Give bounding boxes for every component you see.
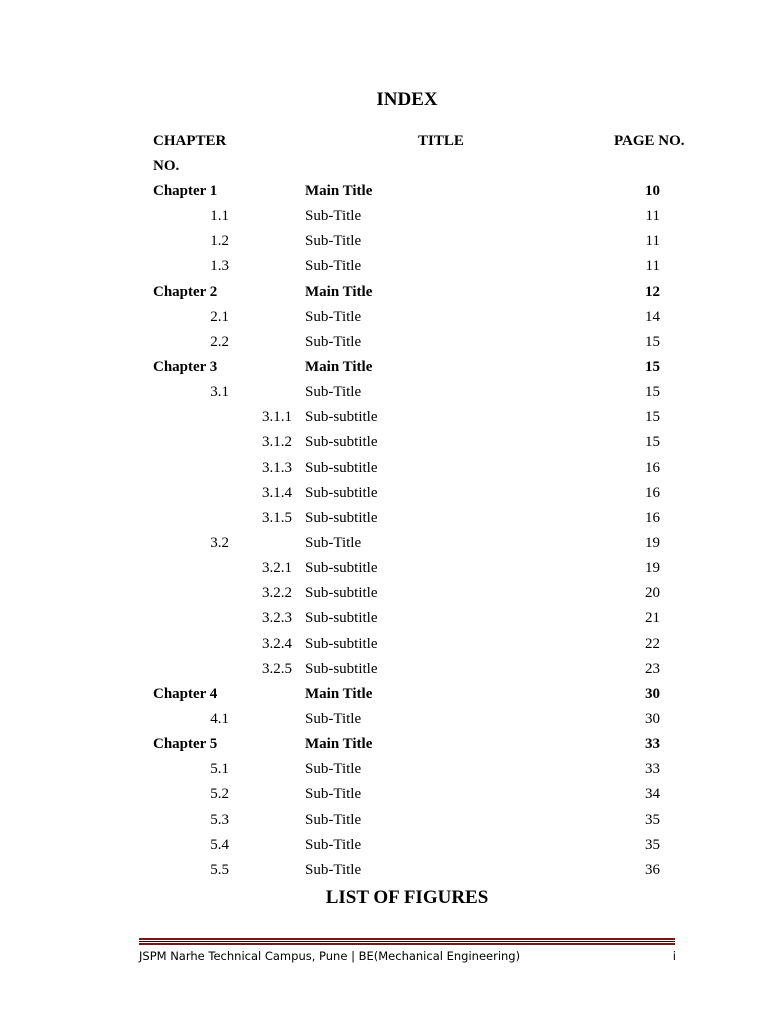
- index-entry-page: 22: [645, 635, 660, 652]
- index-row-chapter: [0, 357, 768, 382]
- index-entry-title: Sub-Title: [305, 308, 362, 325]
- index-entry-page: 35: [645, 836, 660, 853]
- index-entry-page: 16: [645, 484, 660, 501]
- index-entry-page: 16: [645, 509, 660, 526]
- index-entry-number: 3.2.4: [262, 635, 292, 652]
- index-entry-title: Sub-Title: [305, 710, 362, 727]
- index-entry-title: Sub-Title: [305, 786, 362, 803]
- index-entry-page: 16: [645, 459, 660, 476]
- index-entry-number: 3.1: [210, 384, 229, 401]
- index-entry-page: 30: [645, 710, 660, 727]
- index-entry-number: 3.1.1: [262, 409, 292, 426]
- index-row-section: [0, 382, 768, 407]
- index-entry-title: Main Title: [305, 736, 373, 753]
- index-entry-number: 5.5: [210, 861, 229, 878]
- index-entry-page: 11: [645, 258, 660, 275]
- index-entry-title: Sub-Title: [305, 384, 362, 401]
- index-entry-title: Sub-Title: [305, 534, 362, 551]
- index-entry-number: 5.3: [210, 811, 229, 828]
- index-entry-title: Sub-subtitle: [305, 434, 378, 451]
- footer-text: JSPM Narhe Technical Campus, Pune | BE(Mechanical Engineering): [139, 949, 521, 963]
- index-entry-page: 19: [645, 560, 660, 577]
- index-entry-title: Sub-Title: [305, 836, 362, 853]
- index-row-chapter: [0, 684, 768, 709]
- index-entry-page: 33: [645, 761, 660, 778]
- index-entry-number: 3.1.3: [262, 459, 292, 476]
- index-entry-page: 15: [645, 409, 660, 426]
- index-row-subsection: [0, 659, 768, 684]
- index-row-section: [0, 860, 768, 885]
- index-entry-title: Main Title: [305, 358, 373, 375]
- index-row-section: [0, 332, 768, 357]
- index-heading: INDEX: [376, 89, 438, 110]
- index-entry-title: Sub-Title: [305, 208, 362, 225]
- footer-rule-bottom: [139, 943, 675, 945]
- index-row-section: [0, 784, 768, 809]
- index-entry-number: Chapter 4: [153, 685, 218, 702]
- index-row-section: [0, 835, 768, 860]
- index-entry-number: 3.2.1: [262, 560, 292, 577]
- column-header-page-no: PAGE NO.: [614, 133, 685, 149]
- index-row-section: [0, 810, 768, 835]
- index-entry-title: Main Title: [305, 283, 373, 300]
- index-row-chapter: [0, 181, 768, 206]
- index-entry-number: 3.1.4: [262, 484, 292, 501]
- index-entry-title: Sub-subtitle: [305, 660, 378, 677]
- index-entry-title: Sub-subtitle: [305, 459, 378, 476]
- index-entry-number: 3.1.5: [262, 509, 292, 526]
- index-row-section: [0, 533, 768, 558]
- index-entry-number: 1.2: [210, 233, 229, 250]
- index-entry-title: Sub-subtitle: [305, 484, 378, 501]
- index-entry-number: Chapter 3: [153, 358, 218, 375]
- index-entry-number: 1.1: [210, 208, 229, 225]
- list-of-figures-heading: LIST OF FIGURES: [325, 887, 489, 908]
- index-row-subsection: [0, 583, 768, 608]
- index-entry-page: 12: [645, 283, 660, 300]
- index-entry-page: 19: [645, 534, 660, 551]
- index-entry-number: 5.2: [210, 786, 229, 803]
- index-entry-title: Sub-Title: [305, 861, 362, 878]
- index-entry-number: Chapter 5: [153, 736, 218, 753]
- index-row-chapter: [0, 734, 768, 759]
- index-entry-title: Sub-subtitle: [305, 560, 378, 577]
- index-table: [0, 181, 768, 885]
- index-entry-number: 5.4: [210, 836, 229, 853]
- index-entry-title: Sub-subtitle: [305, 635, 378, 652]
- index-entry-page: 30: [645, 685, 660, 702]
- index-entry-number: 1.3: [210, 258, 229, 275]
- index-entry-title: Main Title: [305, 685, 373, 702]
- index-row-subsection: [0, 458, 768, 483]
- index-entry-number: 2.1: [210, 308, 229, 325]
- index-entry-title: Sub-Title: [305, 233, 362, 250]
- column-header-chapter-no: [153, 131, 243, 176]
- index-entry-page: 34: [645, 786, 660, 803]
- index-row-subsection: [0, 483, 768, 508]
- index-entry-page: 15: [645, 384, 660, 401]
- column-header-chapter-line2: NO.: [153, 158, 180, 174]
- index-row-subsection: [0, 608, 768, 633]
- index-entry-number: 3.1.2: [262, 434, 292, 451]
- index-row-subsection: [0, 558, 768, 583]
- index-entry-number: 3.2.2: [262, 585, 292, 602]
- index-entry-page: 10: [645, 183, 660, 199]
- index-row-section: [0, 256, 768, 281]
- index-entry-page: 33: [645, 736, 660, 753]
- index-row-subsection: [0, 407, 768, 432]
- column-header-chapter-line1: CHAPTER: [153, 133, 227, 149]
- index-entry-page: 15: [645, 333, 660, 350]
- index-entry-page: 23: [645, 660, 660, 677]
- index-entry-number: 4.1: [210, 710, 229, 727]
- index-entry-title: Sub-Title: [305, 258, 362, 275]
- index-entry-page: 20: [645, 585, 660, 602]
- index-entry-title: Main Title: [305, 183, 373, 199]
- index-row-section: [0, 307, 768, 332]
- index-entry-page: 15: [645, 434, 660, 451]
- index-entry-page: 11: [645, 208, 660, 225]
- index-entry-number: 3.2.3: [262, 610, 292, 627]
- footer-page-number: i: [672, 949, 676, 963]
- footer-rule-middle: [139, 941, 675, 942]
- index-entry-page: 15: [645, 358, 660, 375]
- index-row-subsection: [0, 634, 768, 659]
- index-entry-title: Sub-subtitle: [305, 509, 378, 526]
- index-entry-title: Sub-Title: [305, 333, 362, 350]
- index-entry-number: Chapter 2: [153, 283, 218, 300]
- index-row-section: [0, 231, 768, 256]
- index-entry-title: Sub-subtitle: [305, 610, 378, 627]
- index-row-section: [0, 206, 768, 231]
- index-entry-title: Sub-subtitle: [305, 409, 378, 426]
- index-row-subsection: [0, 508, 768, 533]
- index-entry-number: 5.1: [210, 761, 229, 778]
- index-entry-number: 3.2.5: [262, 660, 292, 677]
- index-entry-page: 36: [645, 861, 660, 878]
- index-entry-page: 21: [645, 610, 660, 627]
- index-row-chapter: [0, 282, 768, 307]
- index-entry-title: Sub-Title: [305, 761, 362, 778]
- column-header-title: TITLE: [418, 133, 464, 149]
- index-entry-title: Sub-Title: [305, 811, 362, 828]
- index-entry-title: Sub-subtitle: [305, 585, 378, 602]
- footer-rule-top: [139, 938, 675, 940]
- index-row-subsection: [0, 432, 768, 457]
- index-row-section: [0, 759, 768, 784]
- index-entry-page: 35: [645, 811, 660, 828]
- index-entry-number: 3.2: [210, 534, 229, 551]
- index-entry-number: 2.2: [210, 333, 229, 350]
- index-entry-page: 14: [645, 308, 660, 325]
- index-entry-number: Chapter 1: [153, 183, 218, 199]
- index-entry-page: 11: [645, 233, 660, 250]
- index-row-section: [0, 709, 768, 734]
